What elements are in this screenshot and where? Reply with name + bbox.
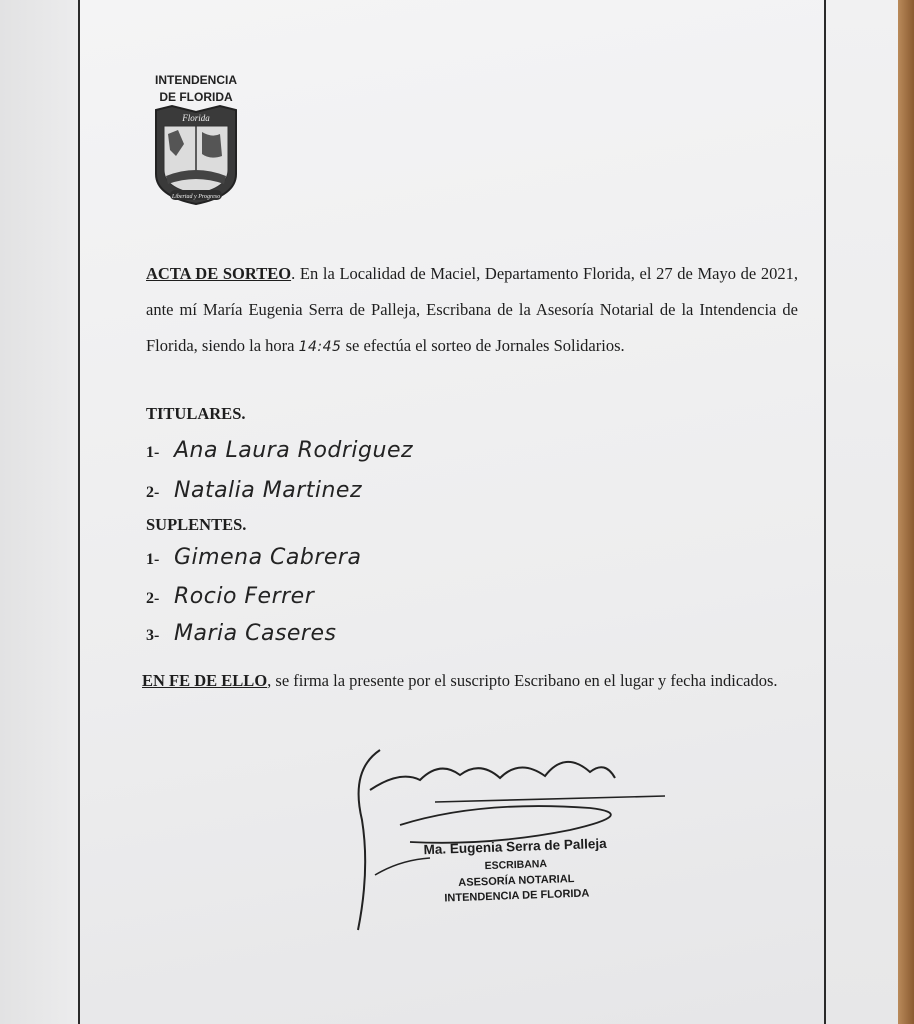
item-number: 1- xyxy=(146,551,160,568)
background-right xyxy=(826,0,898,1024)
letterhead xyxy=(144,72,248,106)
handwritten-time: 14:45 xyxy=(298,339,342,355)
suplente-item-3 xyxy=(146,621,336,646)
stamp-office-1: ASESORÍA NOTARIAL xyxy=(458,872,575,890)
item-number: 2- xyxy=(146,484,160,501)
notary-stamp xyxy=(395,834,637,908)
table-edge xyxy=(898,0,914,1024)
stamp-name: Ma. Eugenia Serra de Palleja xyxy=(423,835,607,858)
titular-item-2 xyxy=(146,478,362,503)
background-left xyxy=(0,0,78,1024)
stamp-office-2: INTENDENCIA DE FLORIDA xyxy=(444,887,590,905)
letterhead-line1: INTENDENCIA xyxy=(154,73,237,87)
titular-item-1 xyxy=(146,438,413,463)
handwritten-name: Natalia Martinez xyxy=(174,478,363,503)
item-number: 1- xyxy=(146,444,160,461)
letterhead-line2: DE FLORIDA xyxy=(159,90,233,104)
stamp-role: ESCRIBANA xyxy=(484,857,548,873)
acta-text-2: se efectúa el sorteo de Jornales Solidarios. xyxy=(345,336,625,355)
handwritten-name: Gimena Cabrera xyxy=(174,545,362,570)
suplente-item-1 xyxy=(146,545,361,570)
handwritten-name: Rocio Ferrer xyxy=(174,584,315,609)
signature-text: Ma Serra de Palleja xyxy=(505,790,515,791)
crest-motto: Libertad y Progreso xyxy=(171,194,221,200)
crest-label: Florida xyxy=(182,113,210,123)
acta-paragraph xyxy=(146,256,798,365)
closing-paragraph xyxy=(142,664,800,698)
suplentes-heading: SUPLENTES. xyxy=(146,515,247,534)
closing-text: , se firma la presente por el suscripto Escribano en el lugar y fecha indicados. xyxy=(267,671,778,690)
handwritten-name: Maria Caseres xyxy=(174,621,337,646)
acta-text-1: . En la Localidad de Maciel, Departamento Florida, el 27 de Mayo de 2021, ante mí María Eugenia Serra de Palleja, Escribana de la Asesoría Notarial de la Intendencia de Florida, siendo la hora xyxy=(146,264,799,355)
florida-crest-icon xyxy=(150,104,242,208)
handwritten-name: Ana Laura Rodriguez xyxy=(174,438,414,463)
item-number: 3- xyxy=(146,627,160,644)
item-number: 2- xyxy=(146,590,160,607)
acta-title: ACTA DE SORTEO xyxy=(146,264,292,283)
suplente-item-2 xyxy=(146,584,314,609)
closing-lead: EN FE DE ELLO xyxy=(142,671,268,690)
titulares-heading: TITULARES. xyxy=(146,404,246,423)
